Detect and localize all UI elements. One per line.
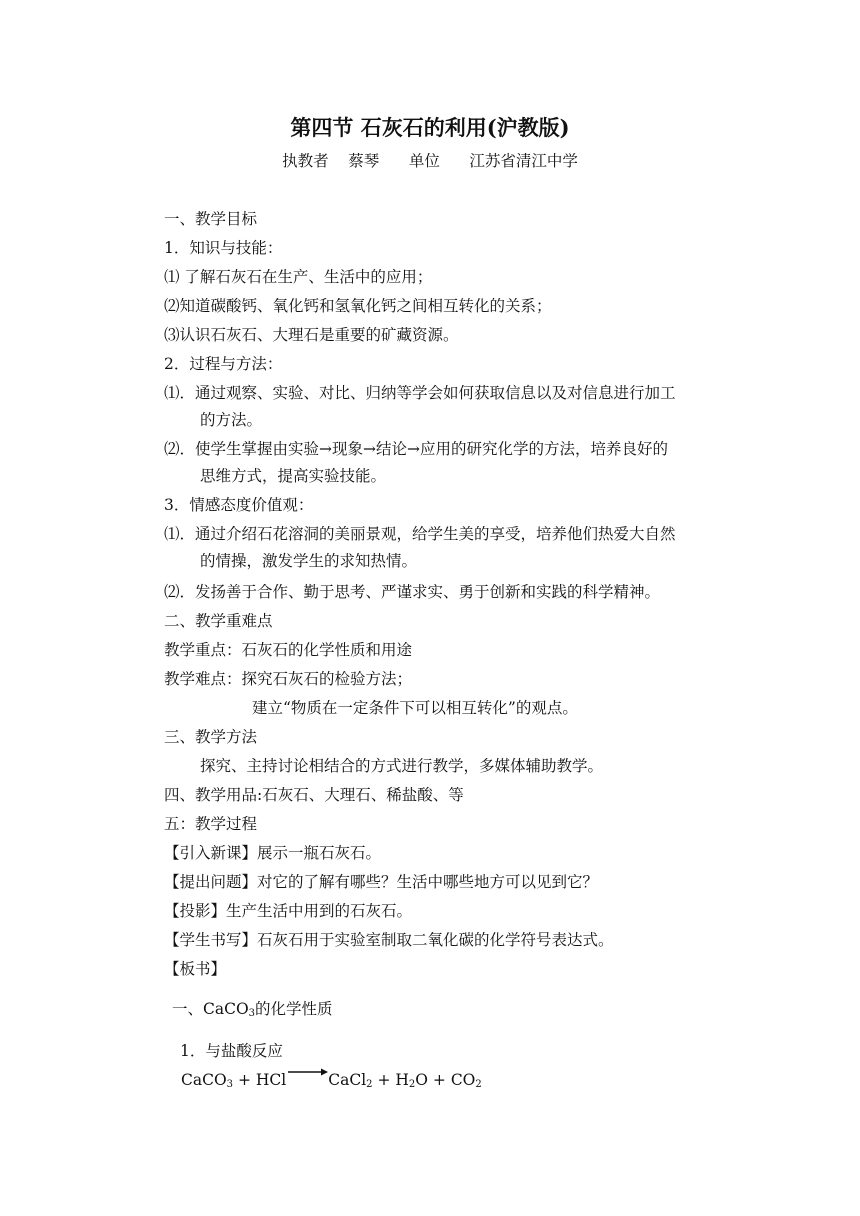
objective-item-continuation: 思维方式，提高实验技能。 bbox=[200, 467, 387, 485]
process-step: 【投影】生产生活中用到的石灰石。 bbox=[164, 902, 413, 920]
section-heading-key-points: 二、教学重难点 bbox=[164, 612, 273, 630]
difficult-point-continuation: 建立“物质在一定条件下可以相互转化”的观点。 bbox=[252, 699, 578, 717]
key-point-text: 教学重点：石灰石的化学性质和用途 bbox=[164, 641, 413, 659]
process-step: 【提出问题】对它的了解有哪些？生活中哪些地方可以见到它？ bbox=[164, 873, 599, 891]
objective-item: ⑵．发扬善于合作、勤于思考、严谨求实、勇于创新和实践的科学精神。 bbox=[164, 583, 661, 601]
document-title: 第四节 石灰石的利用(沪教版) bbox=[290, 115, 570, 140]
section-heading-process: 五：教学过程 bbox=[164, 815, 258, 833]
objective-item: ⑵．使学生掌握由实验→现象→结论→应用的研究化学的方法，培养良好的 bbox=[164, 440, 668, 458]
process-step-board: 【板书】 bbox=[164, 960, 227, 978]
difficult-point-text: 教学难点：探究石灰石的检验方法； bbox=[164, 670, 413, 688]
objective-item: ⑴．通过介绍石花溶洞的美丽景观，给学生美的享受，培养他们热爱大自然 bbox=[164, 525, 676, 543]
methods-text: 探究、主持讨论相结合的方式进行教学，多媒体辅助教学。 bbox=[200, 757, 604, 775]
subheading-process-methods: 2．过程与方法： bbox=[164, 355, 283, 373]
process-step: 【学生书写】石灰石用于实验室制取二氧化碳的化学符号表达式。 bbox=[164, 931, 614, 949]
process-step: 【引入新课】展示一瓶石灰石。 bbox=[164, 844, 382, 862]
objective-item-continuation: 的情操，激发学生的求知热情。 bbox=[200, 552, 418, 570]
objective-item-continuation: 的方法。 bbox=[200, 411, 263, 429]
section-heading-materials: 四、教学用品:石灰石、大理石、稀盐酸、等 bbox=[164, 786, 464, 804]
reaction-arrow-icon bbox=[288, 1068, 328, 1082]
objective-item: ⑴．通过观察、实验、对比、归纳等学会如何获取信息以及对信息进行加工 bbox=[164, 384, 676, 402]
section-heading-methods: 三、教学方法 bbox=[164, 728, 258, 746]
subheading-attitudes-values: 3．情感态度价值观： bbox=[164, 496, 314, 514]
board-heading: 一、CaCO$_3$的化学性质 bbox=[172, 1000, 333, 1019]
objective-item: ⑴ 了解石灰石在生产、生活中的应用； bbox=[164, 268, 433, 286]
section-heading-objectives: 一、教学目标 bbox=[164, 210, 258, 228]
chemical-equation: CaCO$_3$ + HCl CaCl$_2$ + $H_2O + CO_2$ bbox=[181, 1068, 482, 1097]
objective-item: ⑶认识石灰石、大理石是重要的矿藏资源。 bbox=[164, 326, 459, 344]
subheading-knowledge-skills: 1．知识与技能： bbox=[164, 239, 283, 257]
author-line: 执教者 蔡琴 单位 江苏省清江中学 bbox=[282, 152, 578, 170]
objective-item: ⑵知道碳酸钙、氧化钙和氢氧化钙之间相互转化的关系； bbox=[164, 297, 552, 315]
board-item: 1．与盐酸反应 bbox=[180, 1042, 283, 1060]
